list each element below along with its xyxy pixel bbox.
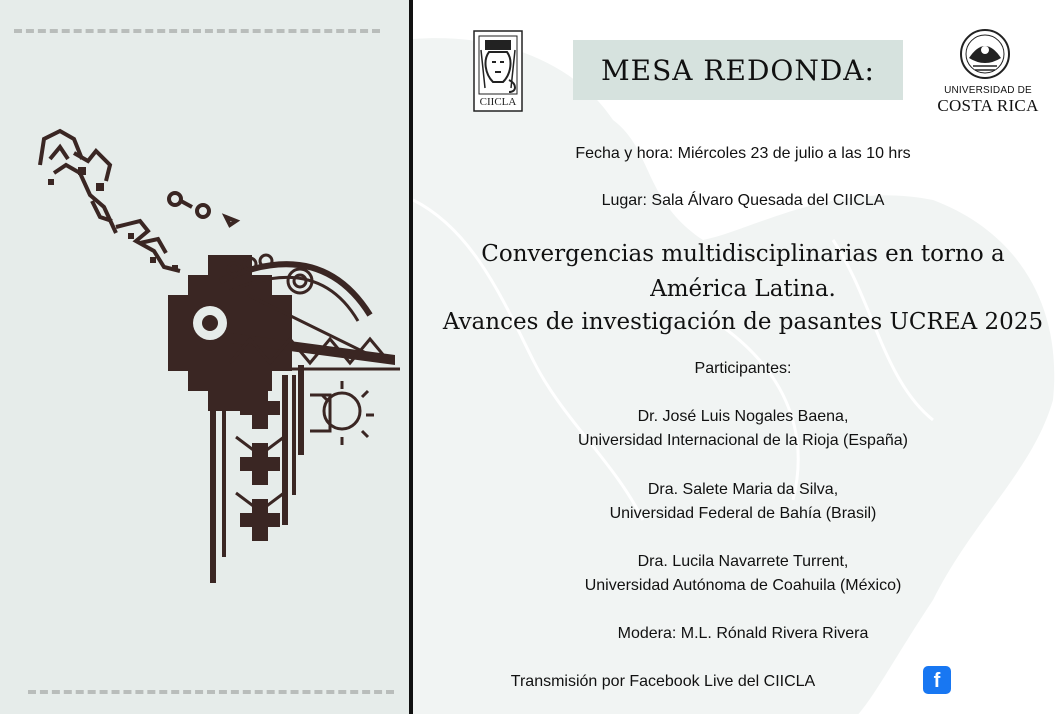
stream-text: Transmisión por Facebook Live del CIICLA xyxy=(510,673,816,690)
title-banner xyxy=(573,40,903,100)
page-title: MESA REDONDA: xyxy=(601,53,875,87)
top-dashed-divider xyxy=(14,29,380,33)
ucr-logo-line1: UNIVERSIDAD DE xyxy=(944,85,1032,96)
ucr-seal-icon xyxy=(959,28,1011,84)
talk-title-line-1: Convergencias multidisciplinarias en torno a xyxy=(481,241,1005,267)
participant-2-name: Dra. Salete Maria da Silva, xyxy=(647,481,839,498)
moderator: Modera: M.L. Rónald Rivera Rivera xyxy=(617,625,869,642)
facebook-glyph: f xyxy=(933,670,941,692)
participants-heading: Participantes: xyxy=(694,360,792,377)
left-art-panel xyxy=(0,0,409,714)
participant-3-affiliation: Universidad Autónoma de Coahuila (México) xyxy=(584,577,902,594)
talk-title-line-2: América Latina. xyxy=(650,276,836,302)
participant-2-affiliation: Universidad Federal de Bahía (Brasil) xyxy=(609,505,877,522)
ciicla-logo-text: CIICLA xyxy=(479,96,517,108)
event-date: Fecha y hora: Miércoles 23 de julio a las 10 hrs xyxy=(575,145,911,162)
facebook-icon[interactable] xyxy=(923,666,951,694)
event-location: Lugar: Sala Álvaro Quesada del CIICLA xyxy=(601,192,885,209)
event-info-panel xyxy=(413,0,1058,714)
participant-3-name: Dra. Lucila Navarrete Turrent, xyxy=(637,553,849,570)
latin-america-map-icon xyxy=(30,125,400,585)
participant-1-affiliation: Universidad Internacional de la Rioja (España) xyxy=(578,432,908,449)
bottom-dashed-divider xyxy=(28,690,394,694)
ucr-logo-line2: COSTA RICA xyxy=(937,96,1039,115)
participant-1-name: Dr. José Luis Nogales Baena, xyxy=(637,408,849,425)
talk-title-line-3: Avances de investigación de pasantes UCREA 2025 xyxy=(442,309,1044,335)
